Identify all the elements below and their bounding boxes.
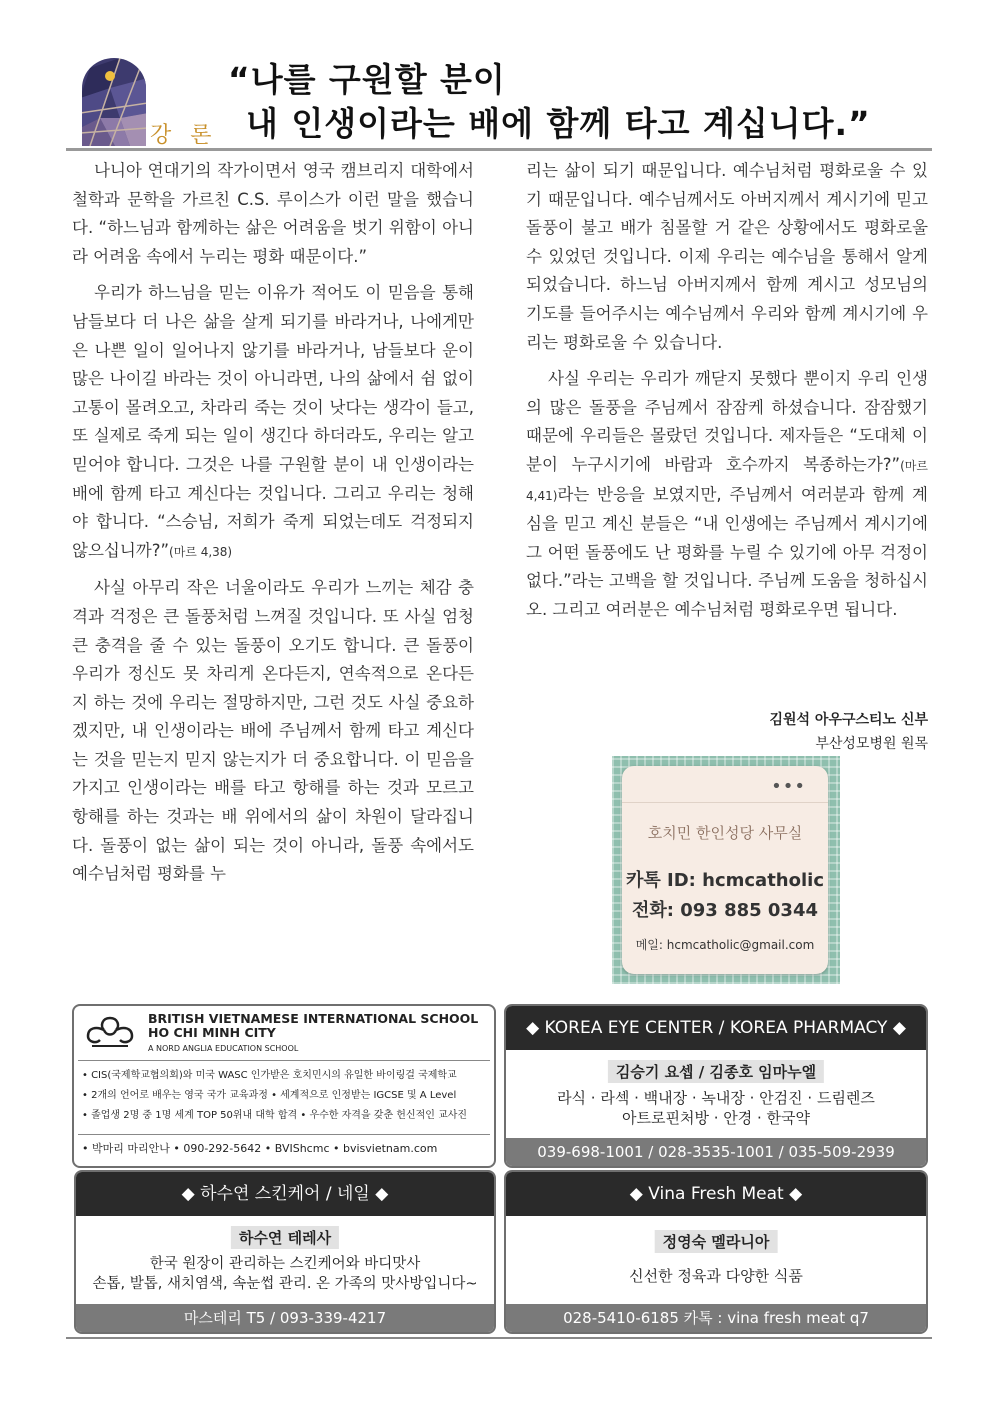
- article-paragraph: 나니아 연대기의 작가이면서 영국 캠브리지 대학에서 철학과 문학을 가르친 C.S. 루이스가 이런 말을 했습니다. “하느님과 함께하는 삶은 어려움을 벗기 위함이 아니라 어려움 속에서 누리는 평화 때문이다.”: [72, 161, 474, 266]
- article-paragraph: 사실 아무리 작은 너울이라도 우리가 느끼는 체감 충격과 걱정은 큰 돌풍처럼 느껴질 것입니다. 또 사실 엄청 큰 충격을 줄 수 있는 돌풍이 오기도 합니다. 큰 돌풍이 우리가 정신도 못 차리게 온다든지, 연속적으로 온다든지 하는 것에 우리는 절망하지만, 그런 것도 사실 중요하겠지만, 내 인생이라는 배에 주님께서 함께 타고 계신다는 것을 믿는지 믿지 않는지가 더 중요합니다. 이 믿음을 가지고 인생이라는 배를 타고 항해를 하는 것과 모르고 항해를 하는 것과는 배 위에서의 삶이 차원이 달라집니다. 돌풍이 없는 삶이 되는 것이 아니라, 돌풍 속에서도 예수님처럼 평화를 누: [72, 578, 474, 884]
- ad-bvis: [72, 1004, 496, 1168]
- bvis-divider: [78, 1060, 490, 1061]
- author-name: 김원석 아우구스티노 신부: [769, 712, 928, 728]
- office-phone: 전화: 093 885 0344: [631, 900, 819, 921]
- title-line-1: “나를 구원할 분이: [228, 60, 506, 99]
- ad-header: ◆ KOREA EYE CENTER / KOREA PHARMACY ◆: [506, 1006, 926, 1050]
- ad-services: 신선한 정육과 다양한 식품: [629, 1267, 803, 1285]
- bvis-divider: [78, 1134, 490, 1135]
- bvis-bullet: • CIS(국제학교협의회)와 미국 WASC 인가받은 호치민시의 유일한 바이링걸 국제학교: [82, 1070, 457, 1081]
- scripture-reference: (마르 4,41): [526, 458, 928, 503]
- bvis-crest-icon: [82, 1014, 138, 1050]
- footer-divider: [66, 1337, 932, 1339]
- article-paragraph: 우리가 하느님을 믿는 이유가 적어도 이 믿음을 통해 남들보다 더 나은 삶을 살게 되기를 바라거나, 나에게만은 나쁜 일이 일어나지 않기를 바라거나, 남들보다 운이 많은 나이길 바라는 것이 아니라면, 나의 삶에서 쉼 없이 고통이 몰려오고, 차라리 죽는 것이 낫다는 생각이 들고, 또 실제로 죽게 되는 일이 생긴다 하더라도, 우리는 알고 믿어야 합니다. 그것은 나를 구원할 분이 내 인생이라는 배에 함께 타고 계신다는 것입니다. 그리고 우리는 청해야 합니다. “스승님, 저희가 죽게 되었는데도 걱정되지 않으십니까?”(마르 4,38): [72, 283, 474, 560]
- bvis-subtitle: A NORD ANGLIA EDUCATION SCHOOL: [148, 1044, 299, 1053]
- ad-services: 라식 · 라섹 · 백내장 · 녹내장 · 안검진 · 드림렌즈 아트로핀처방 · 안경 · 한국약: [557, 1089, 875, 1127]
- author-affiliation: 부산성모병원 원목: [815, 736, 928, 752]
- kakao-id: 카톡 ID: hcmcatholic: [626, 870, 824, 891]
- ad-address-phone: 마스테리 T5 / 093-339-4217: [76, 1304, 494, 1332]
- ad-contact-name: 정영숙 멜라니아: [655, 1230, 778, 1253]
- section-label: 강 론: [150, 123, 218, 148]
- scripture-reference: (마르 4,38): [169, 544, 233, 559]
- card-divider: [622, 802, 828, 803]
- more-icon: •••: [771, 776, 806, 797]
- ad-services: 한국 원장이 관리하는 스킨케어와 바디맛사 손톱, 발톱, 새치염색, 속눈썹 관리. 온 가족의 맛사방입니다~: [92, 1256, 478, 1292]
- article-left-column: [72, 157, 474, 897]
- title-line-2: 내 인생이라는 배에 함께 타고 계십니다.”: [246, 104, 871, 143]
- bvis-bullet: • 졸업생 2명 중 1명 세계 TOP 50위내 대학 합격 • 우수한 자격을 갖춘 헌신적인 교사진: [82, 1110, 468, 1121]
- ad-vina-fresh-meat: [504, 1170, 928, 1334]
- author-signature: [769, 708, 928, 756]
- ad-header: ◆ Vina Fresh Meat ◆: [506, 1172, 926, 1216]
- ad-skin-care: [74, 1170, 496, 1334]
- article-paragraph: 리는 삶이 되기 때문입니다. 예수님처럼 평화로울 수 있기 때문입니다. 예수님께서도 아버지께서 계시기에 믿고 돌풍이 불고 배가 침몰할 거 같은 상황에서도 평화로울 수 있었던 것입니다. 이제 우리는 예수님을 통해서 알게 되었습니다. 하느님 아버지께서 함께 계시고 성모님의 기도를 들어주시는 예수님께서 우리와 함께 계시기에 우리는 평화로울 수 있습니다.: [526, 161, 928, 352]
- office-card-body: [622, 766, 828, 974]
- bvis-school-name: BRITISH VIETNAMESE INTERNATIONAL SCHOOL HO CHI MINH CITY: [148, 1011, 479, 1040]
- article-right-column: [526, 157, 928, 633]
- header-divider: [66, 148, 932, 151]
- office-title: 호치민 한인성당 사무실: [647, 824, 803, 842]
- article-paragraph: 사실 우리는 우리가 깨닫지 못했다 뿐이지 우리 인생의 많은 돌풍을 주님께서 잠잠케 하셨습니다. 잠잠했기 때문에 우리들은 몰랐던 것입니다. 제자들은 “도대체 이분이 누구시기에 바람과 호수까지 복종하는가?”(마르 4,41)라는 반응을 보였지만, 주님께서 여러분과 함께 계심을 믿고 계신 분들은 “내 인생에는 주님께서 계시기에 그 어떤 돌풍에도 난 평화를 누릴 수 있기에 아무 걱정이 없다.”라는 고백을 할 것입니다. 주님께 도움을 청하십시오. 그리고 여러분은 예수님처럼 평화로우면 됩니다.: [526, 369, 928, 619]
- office-contact-card: [612, 756, 840, 984]
- ad-contact-name: 하수연 테레사: [231, 1226, 339, 1249]
- ad-contact-names: 김승기 요셉 / 김종호 임마누엘: [608, 1060, 824, 1083]
- bvis-contact: • 박마리 마리안나 • 090-292-5642 • BVIShcmc • bvisvietnam.com: [82, 1142, 438, 1155]
- bvis-bullet: • 2개의 언어로 배우는 영국 국가 교육과정 • 세계적으로 인정받는 IGCSE 및 A Level: [82, 1090, 457, 1101]
- stained-glass-logo: [80, 58, 148, 146]
- ad-phone-kakao: 028-5410-6185 카톡 : vina fresh meat q7: [506, 1304, 926, 1332]
- ad-phone-numbers: 039-698-1001 / 028-3535-1001 / 035-509-2939: [506, 1138, 926, 1166]
- page-title: [228, 58, 871, 146]
- ad-header: ◆ 하수연 스킨케어 / 네일 ◆: [76, 1172, 494, 1216]
- ad-korea-eye-center: [504, 1004, 928, 1168]
- office-email: 메일: hcmcatholic@gmail.com: [635, 938, 815, 952]
